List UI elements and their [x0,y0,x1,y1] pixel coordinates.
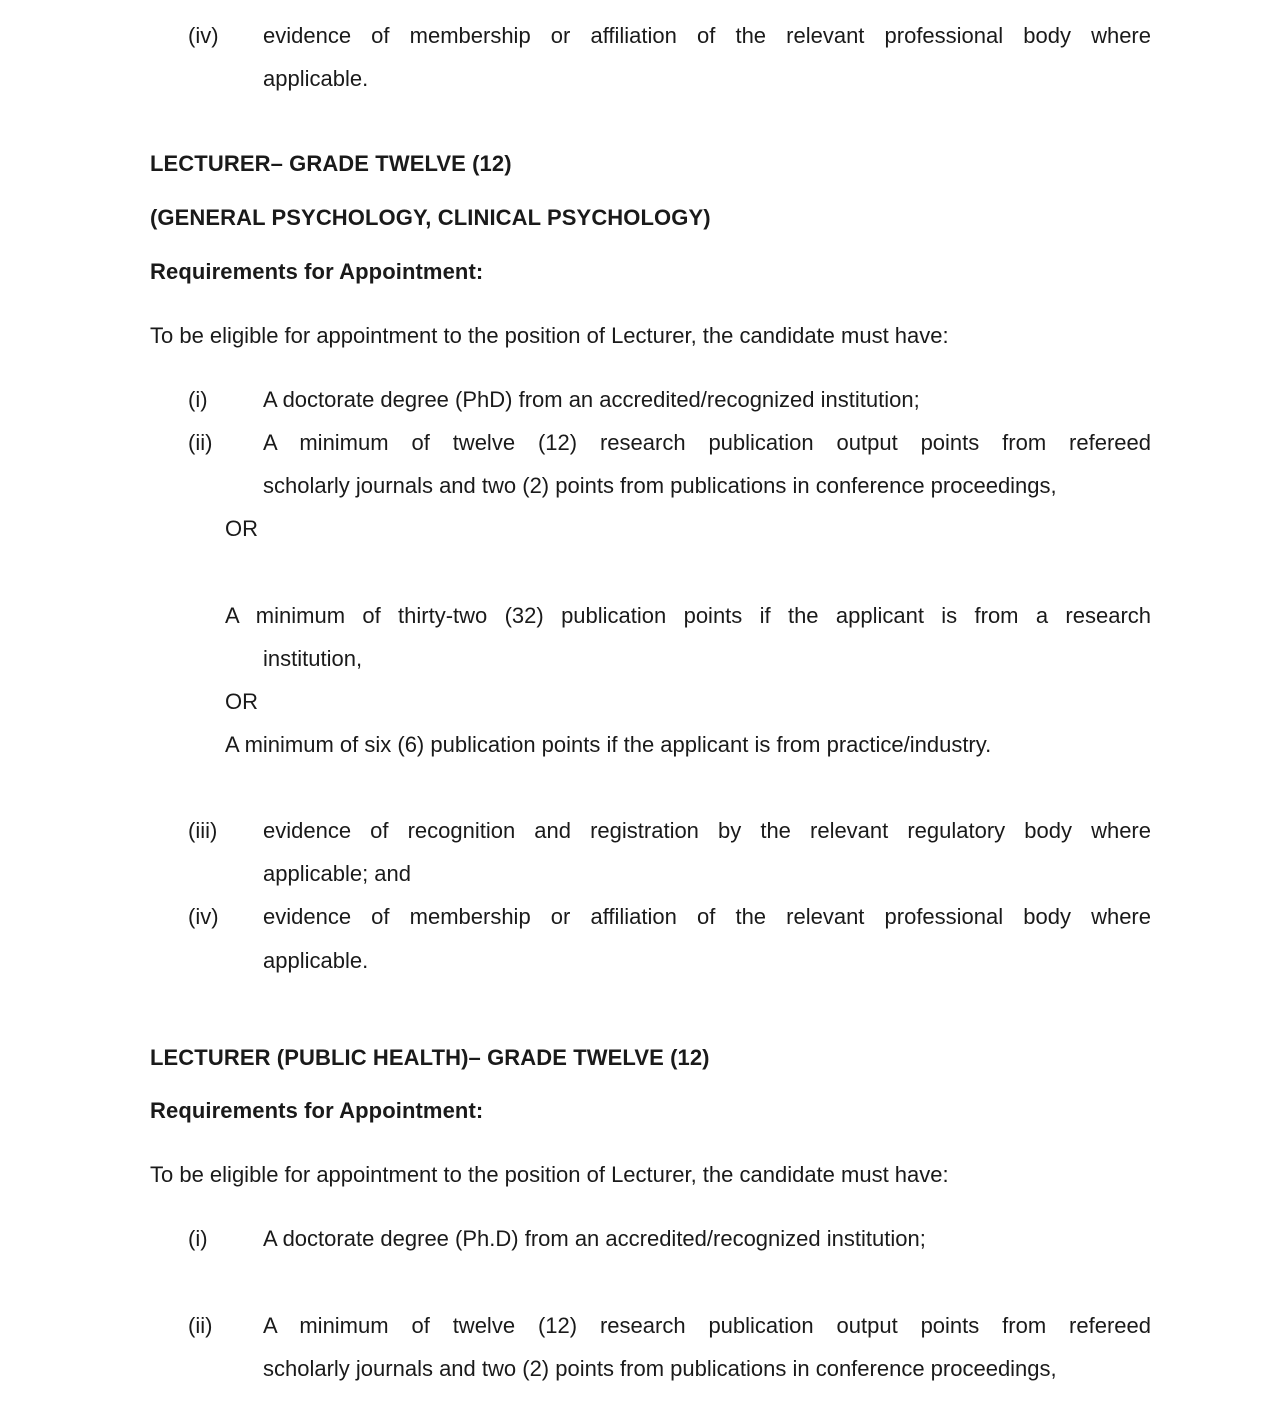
list-numeral: (i) [188,1226,208,1251]
intro-text: To be eligible for appointment to the position of Lecturer, the candidate must have: [150,1162,949,1187]
list-numeral: (i) [188,387,208,412]
list-item-text: A minimum of twelve (12) research publication output points from refereed [263,1313,1151,1338]
section-subtitle: (GENERAL PSYCHOLOGY, CLINICAL PSYCHOLOGY) [150,205,711,230]
list-item-text: A minimum of twelve (12) research publication output points from refereed [263,430,1151,455]
list-item-text: A doctorate degree (Ph.D) from an accredited/recognized institution; [263,1226,926,1251]
alternative-text: A minimum of six (6) publication points if the applicant is from practice/industry. [225,732,992,757]
requirements-heading: Requirements for Appointment: [150,1098,484,1123]
requirements-heading: Requirements for Appointment: [150,259,484,284]
section-title: LECTURER– GRADE TWELVE (12) [150,151,512,176]
alternative-text: A minimum of thirty-two (32) publication points if the applicant is from a research [225,603,1151,628]
list-item-text: A doctorate degree (PhD) from an accredited/recognized institution; [263,387,920,412]
list-item-text: evidence of membership or affiliation of the relevant professional body where [263,904,1151,929]
list-item-text: evidence of recognition and registration by the relevant regulatory body where [263,818,1151,843]
list-item-text: applicable. [263,948,369,973]
list-item-text: applicable; and [263,861,412,886]
list-item-text: scholarly journals and two (2) points from publications in conference proceedings, [263,473,1057,498]
section-title: LECTURER (PUBLIC HEALTH)– GRADE TWELVE (12) [150,1045,710,1070]
list-item-text: applicable. [263,66,369,91]
list-item-text: scholarly journals and two (2) points from publications in conference proceedings, [263,1356,1057,1381]
intro-text: To be eligible for appointment to the position of Lecturer, the candidate must have: [150,323,949,348]
list-numeral: (iii) [188,818,218,843]
list-numeral: (iv) [188,904,219,929]
list-numeral: (ii) [188,430,213,455]
list-numeral: (ii) [188,1313,213,1338]
alternative-text: institution, [263,646,363,671]
or-separator: OR [225,689,258,714]
list-item-text: evidence of membership or affiliation of the relevant professional body where [263,23,1151,48]
list-numeral: (iv) [188,23,219,48]
or-separator: OR [225,516,258,541]
